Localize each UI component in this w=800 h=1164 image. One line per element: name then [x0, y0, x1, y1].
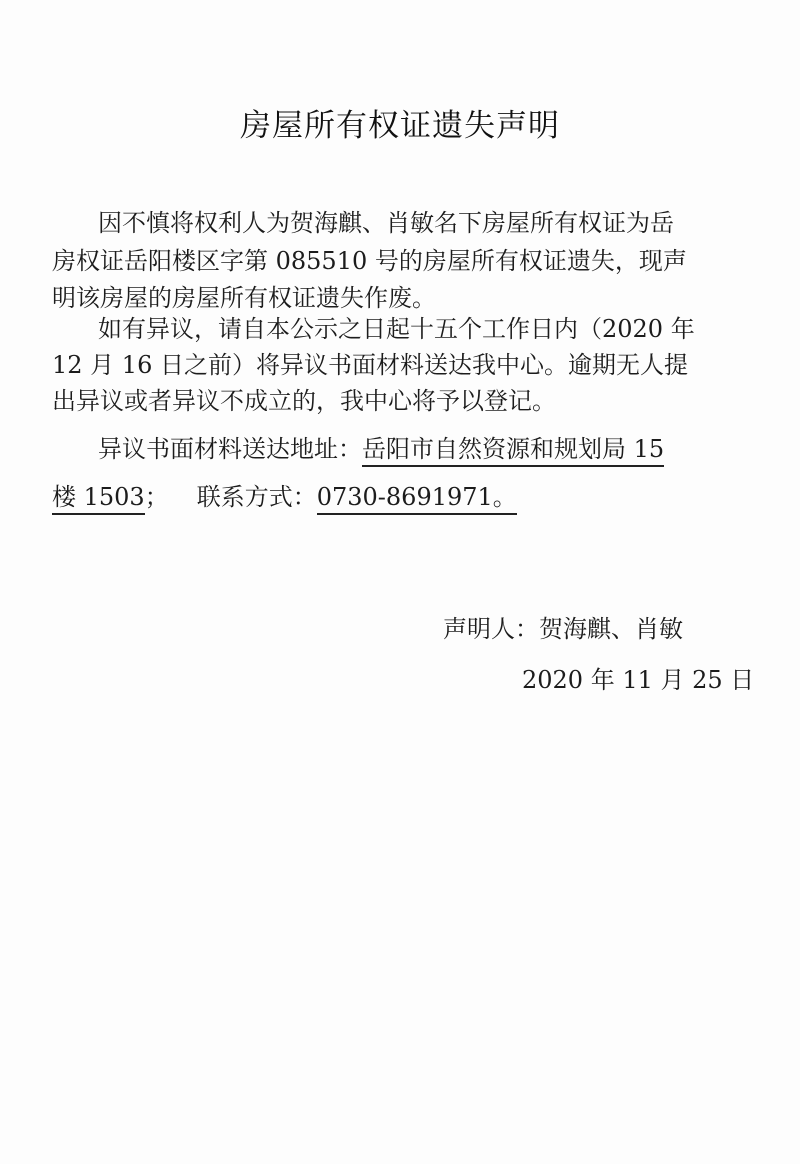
- contact-phone: 0730-8691971。: [317, 483, 517, 515]
- address-value: 岳阳市自然资源和规划局 15: [362, 435, 664, 467]
- declaration-date: 2020 年 11 月 25 日: [522, 666, 755, 694]
- declarant: 声明人：贺海麒、肖敏: [443, 615, 683, 643]
- paragraph-line: 12 月 16 日之前）将异议书面材料送达我中心。逾期无人提: [52, 351, 688, 379]
- paragraph-line: 明该房屋的房屋所有权证遗失作废。: [52, 284, 436, 312]
- contact-label: 联系方式：: [196, 483, 317, 511]
- address-label: 异议书面材料送达地址：: [98, 435, 362, 463]
- paragraph-line: 因不慎将权利人为贺海麒、肖敏名下房屋所有权证为岳: [98, 209, 674, 237]
- address-value-continued: 楼 1503: [52, 483, 145, 515]
- paragraph-line: 房权证岳阳楼区字第 085510 号的房屋所有权证遗失，现声: [52, 247, 687, 275]
- separator: ；: [144, 483, 169, 511]
- contact-line: [52, 482, 517, 512]
- address-line: [98, 434, 664, 464]
- paragraph-line: 出异议或者异议不成立的，我中心将予以登记。: [52, 387, 556, 415]
- document-title: 房屋所有权证遗失声明: [240, 108, 560, 144]
- paragraph-line: 如有异议，请自本公示之日起十五个工作日内（2020 年: [98, 315, 695, 343]
